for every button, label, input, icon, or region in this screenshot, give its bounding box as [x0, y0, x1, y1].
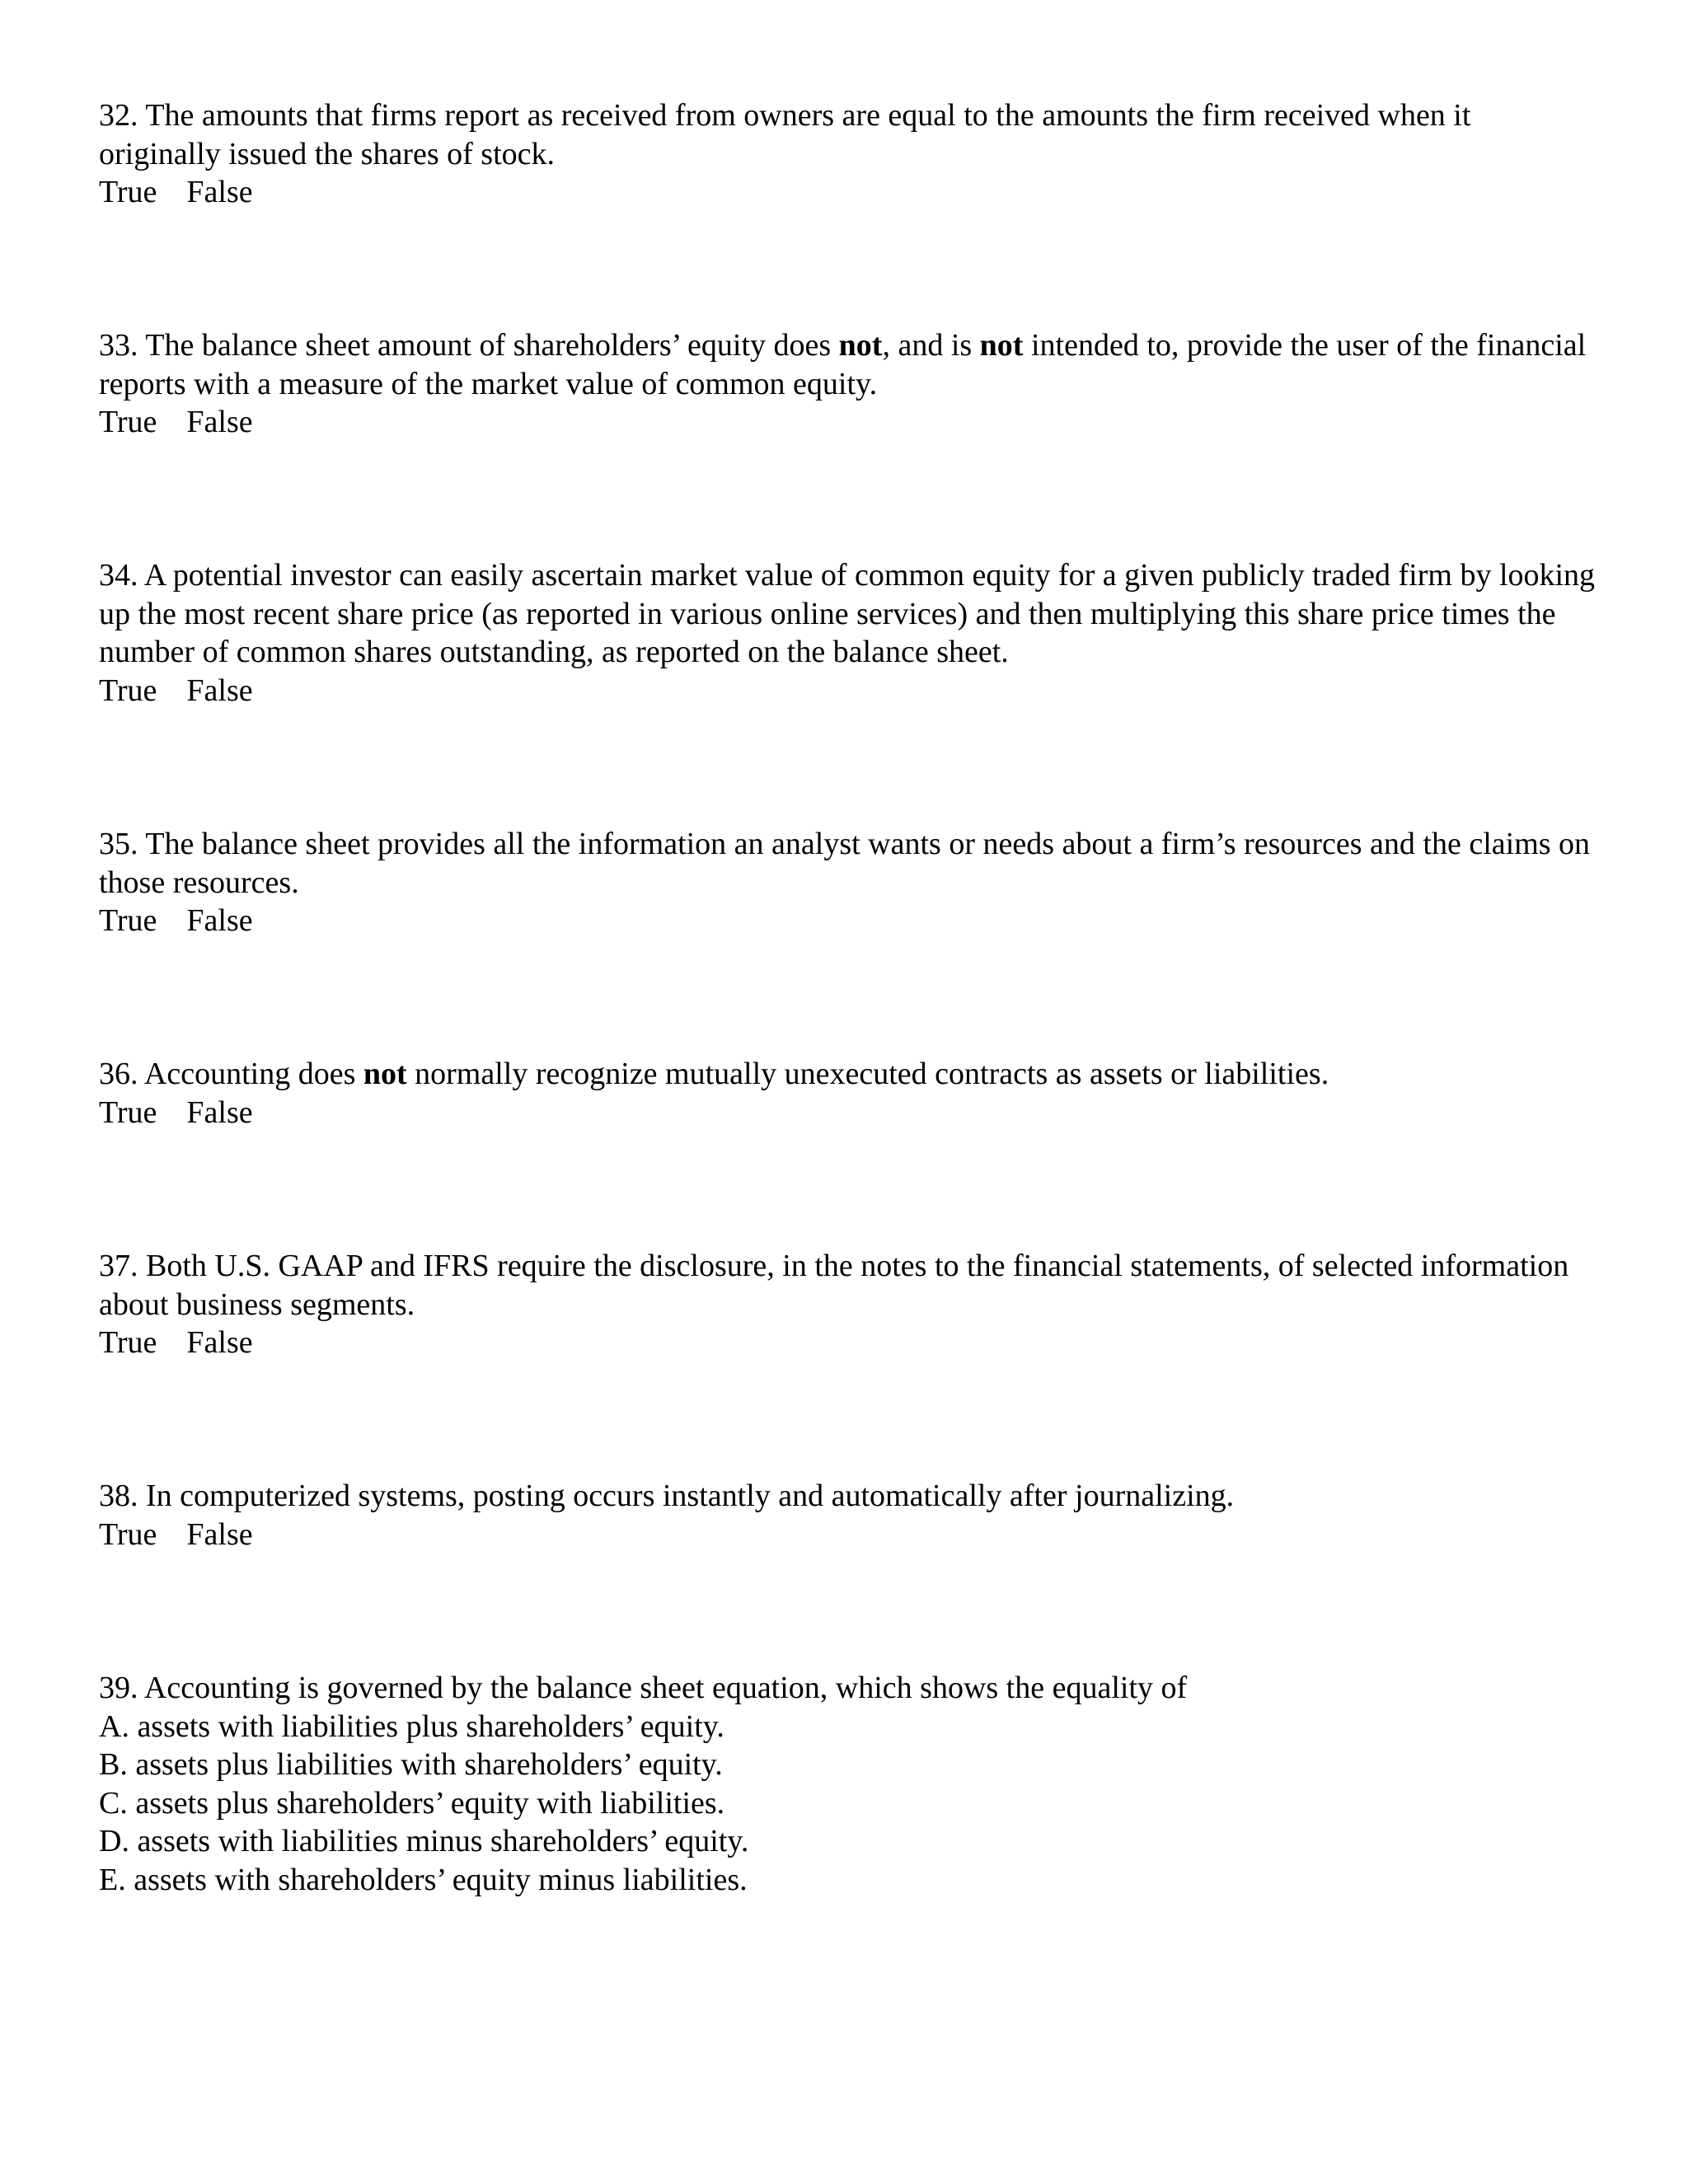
true-false-options — [99, 173, 1599, 212]
question-39 — [99, 1669, 1599, 1899]
question-body-part: The balance sheet amount of shareholders’ equity does — [145, 328, 839, 363]
option-true[interactable]: True — [99, 1094, 157, 1130]
question-body-part: intended to, provide the user of the financial reports with a measure of the market value of common equity. — [99, 328, 1587, 401]
question-number: 34. — [99, 558, 138, 593]
option-true[interactable]: True — [99, 1516, 157, 1552]
question-number: 39. — [99, 1671, 138, 1705]
question-36 — [99, 1055, 1599, 1132]
emphasis-not: not — [979, 328, 1024, 363]
option-false[interactable]: False — [186, 175, 253, 209]
option-d[interactable]: D. assets with liabilities minus shareholders’ equity. — [99, 1824, 749, 1858]
option-true[interactable]: True — [99, 405, 157, 439]
emphasis-not: not — [363, 1057, 407, 1091]
question-text — [99, 825, 1599, 902]
question-text — [99, 1055, 1599, 1094]
question-number: 37. — [99, 1249, 138, 1283]
option-true[interactable]: True — [99, 1325, 157, 1360]
question-body-part: normally recognize mutually unexecuted contracts as assets or liabilities. — [406, 1057, 1329, 1091]
question-37 — [99, 1247, 1599, 1362]
true-false-options — [99, 403, 1599, 442]
option-false[interactable]: False — [186, 1516, 253, 1552]
question-number: 35. — [99, 827, 138, 861]
option-a[interactable]: A. assets with liabilities plus shareholders’ equity. — [99, 1708, 724, 1744]
question-text — [99, 556, 1599, 672]
question-body: The balance sheet provides all the information an analyst wants or needs about a firm’s resources and the claims on those resources. — [99, 827, 1591, 900]
question-text — [99, 96, 1599, 173]
question-35 — [99, 825, 1599, 940]
option-false[interactable]: False — [186, 1094, 253, 1130]
question-38 — [99, 1477, 1599, 1554]
true-false-options — [99, 902, 1599, 940]
multiple-choice-options — [99, 1708, 1599, 1900]
question-body: In computerized systems, posting occurs instantly and automatically after journalizing. — [146, 1479, 1235, 1513]
option-false[interactable]: False — [186, 673, 253, 708]
question-text — [99, 1247, 1599, 1324]
question-number: 32. — [99, 98, 138, 133]
true-false-options — [99, 1094, 1599, 1132]
question-number: 36. — [99, 1057, 138, 1091]
emphasis-not: not — [838, 328, 883, 363]
question-text — [99, 1477, 1599, 1516]
option-true[interactable]: True — [99, 175, 157, 209]
option-e[interactable]: E. assets with shareholders’ equity minus liabilities. — [99, 1862, 748, 1897]
question-number: 38. — [99, 1479, 138, 1513]
question-body-part: , and is — [882, 328, 980, 363]
question-32 — [99, 96, 1599, 212]
question-body: A potential investor can easily ascertain market value of common equity for a given publicly traded firm by looking up the most recent share price (as reported in various online services) and then multiplying this share price times the number of common shares outstanding, as reported on the balance sheet. — [99, 558, 1596, 669]
question-body: The amounts that firms report as received from owners are equal to the amounts the firm received when it originally issued the shares of stock. — [99, 98, 1471, 171]
option-true[interactable]: True — [99, 903, 157, 938]
option-c[interactable]: C. assets plus shareholders’ equity with liabilities. — [99, 1785, 725, 1821]
option-false[interactable]: False — [186, 903, 253, 938]
question-text — [99, 326, 1599, 403]
question-body: Both U.S. GAAP and IFRS require the disclosure, in the notes to the financial statements, of selected information about business segments. — [99, 1249, 1569, 1322]
option-true[interactable]: True — [99, 673, 157, 708]
option-false[interactable]: False — [186, 1325, 253, 1360]
question-body: Accounting is governed by the balance sheet equation, which shows the equality of — [143, 1671, 1188, 1705]
question-text — [99, 1669, 1599, 1708]
option-b[interactable]: B. assets plus liabilities with shareholders’ equity. — [99, 1747, 723, 1782]
question-body-part: Accounting does — [143, 1057, 363, 1091]
question-33 — [99, 326, 1599, 442]
true-false-options — [99, 1324, 1599, 1362]
true-false-options — [99, 672, 1599, 710]
question-34 — [99, 556, 1599, 710]
option-false[interactable]: False — [186, 405, 253, 439]
true-false-options — [99, 1516, 1599, 1554]
question-number: 33. — [99, 328, 138, 363]
